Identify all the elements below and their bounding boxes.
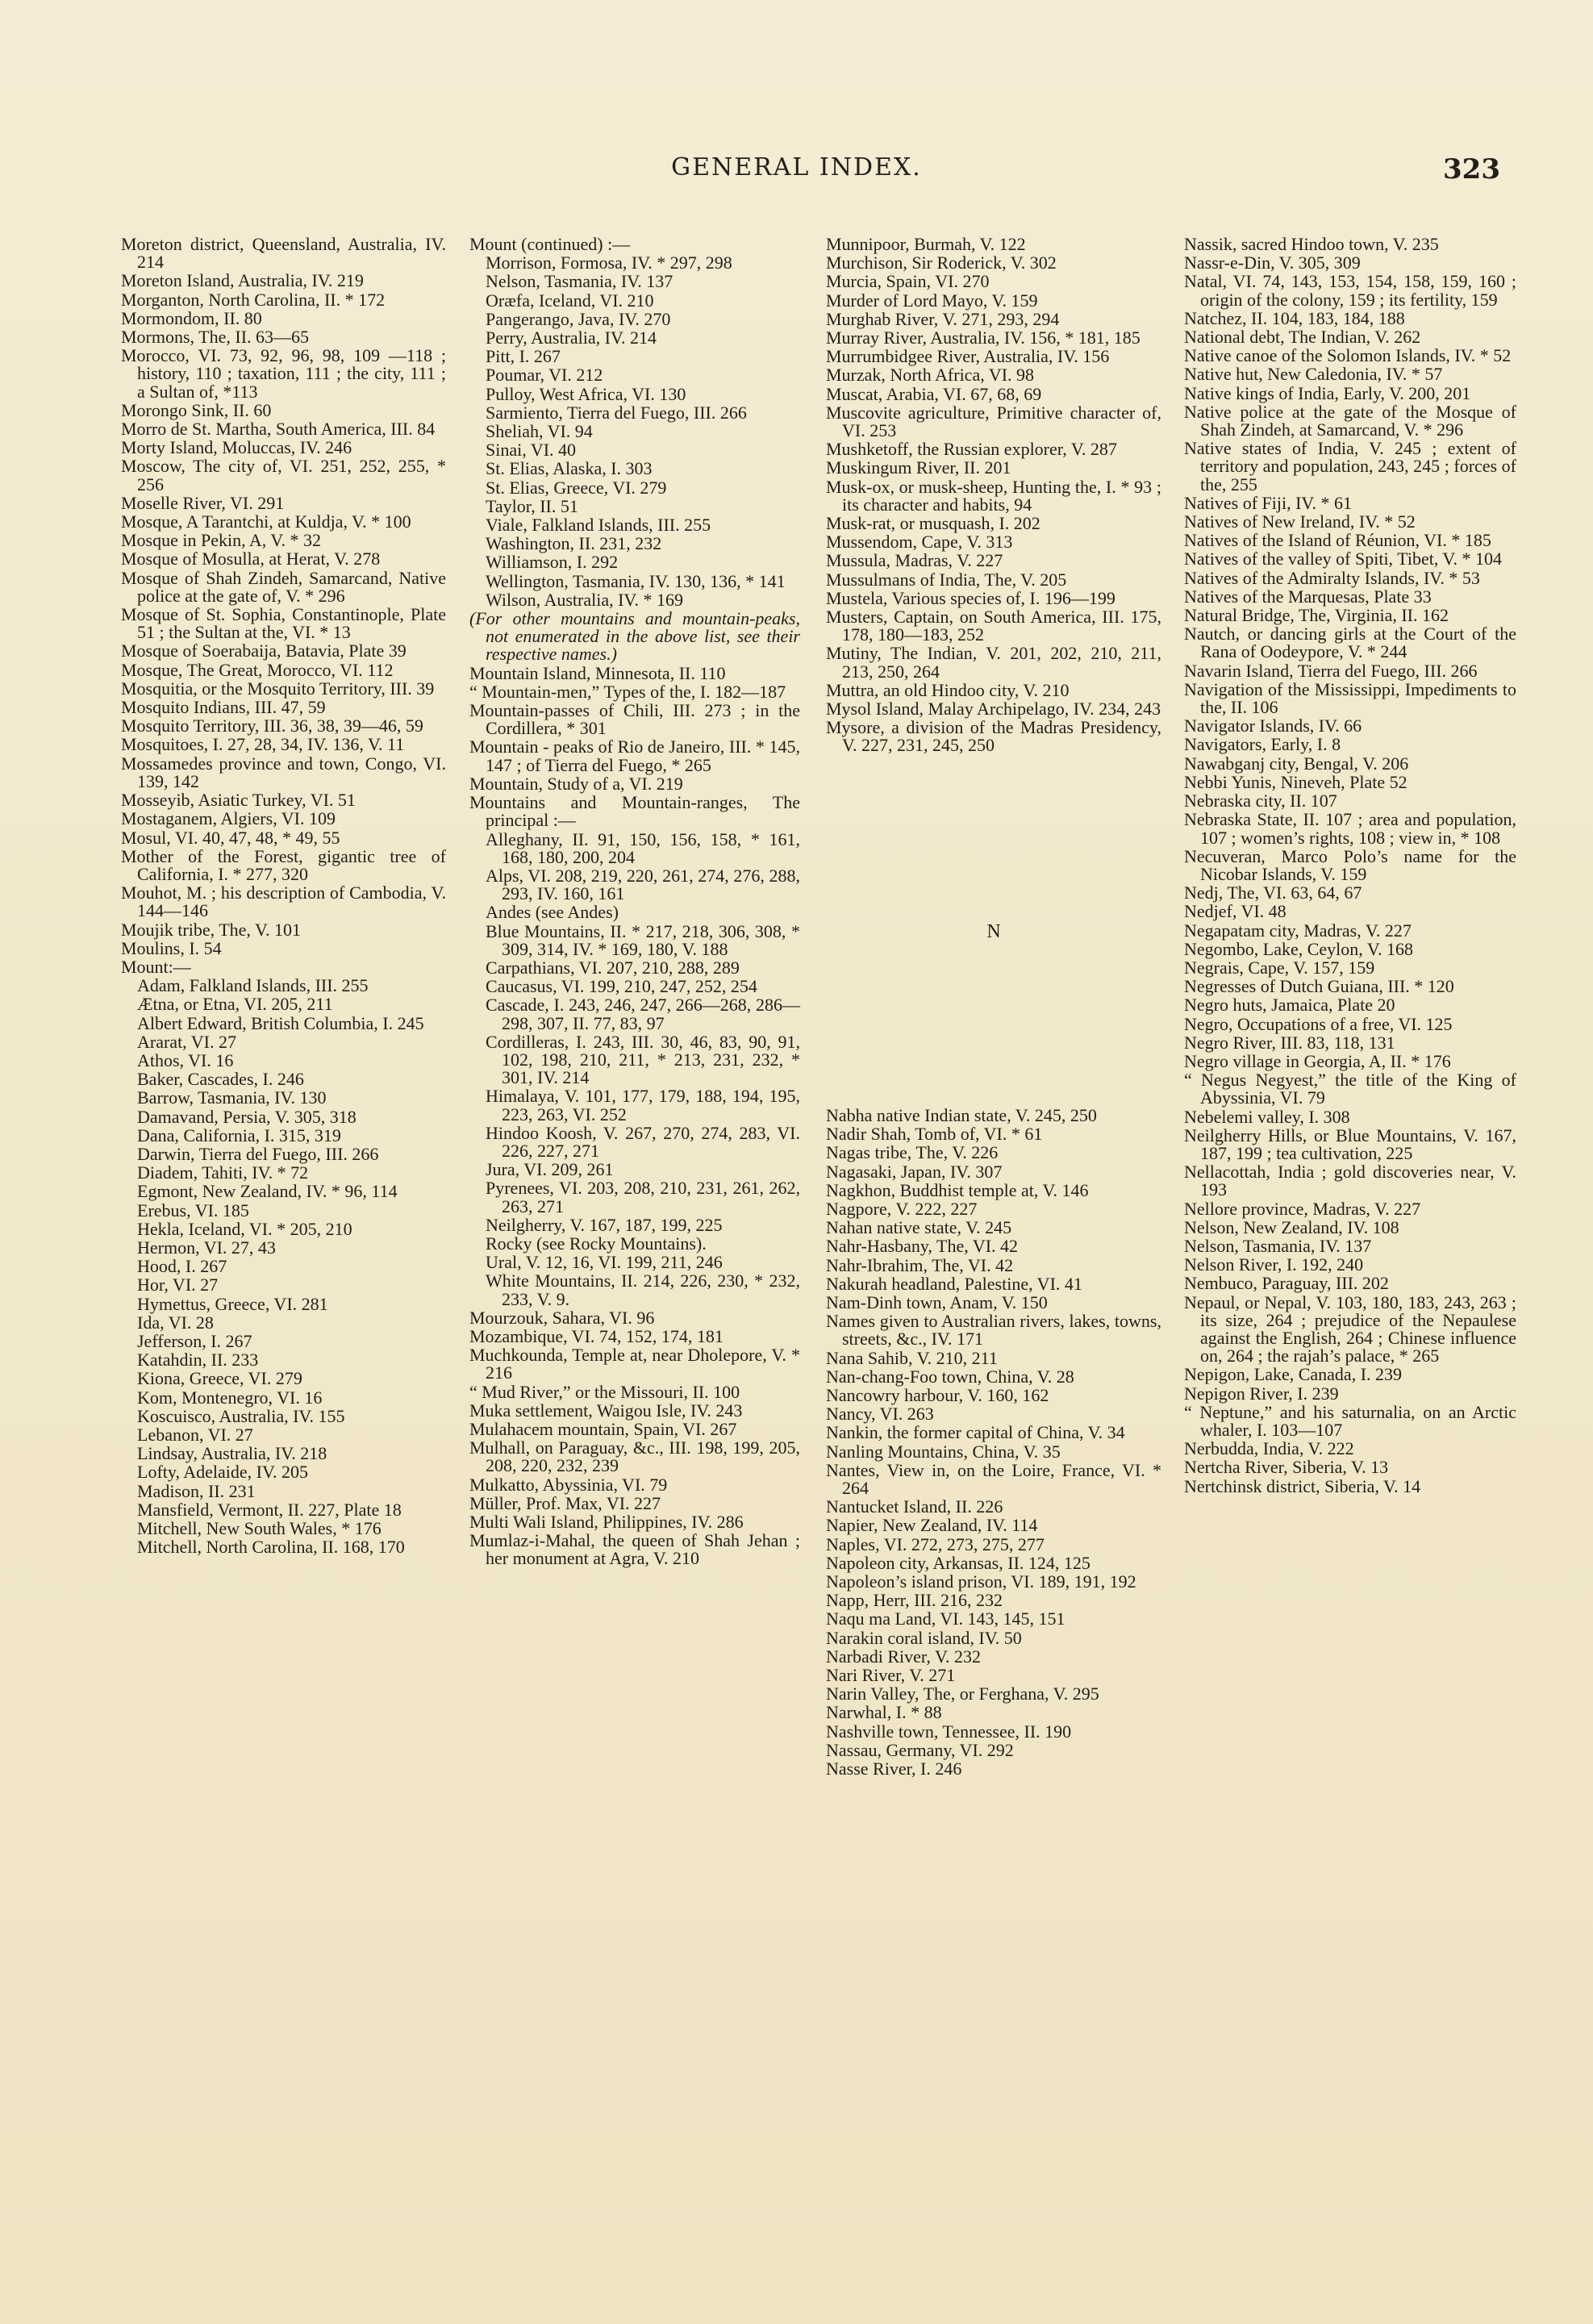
index-entry: Mother of the Forest, gigantic tree of California, I. * 277, 320 — [121, 845, 446, 884]
index-entry: “ Mud River,” or the Missouri, II. 100 — [469, 1381, 740, 1402]
index-entry: Murder of Lord Mayo, V. 159 — [826, 290, 1038, 311]
index-entry: Nedjef, VI. 48 — [1184, 901, 1286, 922]
index-subentry: Damavand, Persia, V. 305, 318 — [137, 1106, 357, 1127]
index-entry: Nassau, Germany, VI. 292 — [826, 1739, 1014, 1760]
index-entry: “ Mountain-men,” Types of the, I. 182—187 — [469, 681, 786, 702]
index-entry: Nahan native state, V. 245 — [826, 1217, 1012, 1238]
index-subentry: Sinai, VI. 40 — [486, 440, 577, 461]
index-subentry: Mitchell, North Carolina, II. 168, 170 — [137, 1537, 405, 1558]
index-subentry: Blue Mountains, II. * 217, 218, 306, 308, * 309, 314, IV. * 169, 180, V. 188 — [486, 920, 800, 959]
page-header-title: GENERAL INDEX. — [671, 153, 922, 181]
index-entry: Mumlaz-i-Mahal, the queen of Shah Jehan ; her monument at Agra, V. 210 — [469, 1530, 800, 1569]
index-entry: Mormons, The, II. 63—65 — [121, 327, 310, 348]
index-entry: Nellacottah, India ; gold discoveries near, V. 193 — [1184, 1162, 1516, 1200]
index-entry: Nasse River, I. 246 — [826, 1759, 962, 1779]
index-entry: Muttra, an old Hindoo city, V. 210 — [826, 679, 1070, 700]
index-entry: Nepigon River, I. 239 — [1184, 1383, 1339, 1404]
index-entry: Mussendom, Cape, V. 313 — [826, 532, 1013, 553]
index-entry: Mosquito Indians, III. 47, 59 — [121, 697, 326, 718]
index-entry: Moscow, The city of, VI. 251, 252, 255, * 256 — [121, 456, 446, 494]
index-subentry: Hymettus, Greece, VI. 281 — [137, 1293, 328, 1314]
index-entry: Murchison, Sir Roderick, V. 302 — [826, 252, 1057, 273]
index-entry: Nepaul, or Nepal, V. 103, 180, 183, 243, 263 ; its size, 264 ; prejudice of the Nepaulese against the English, 264 ; Chinese influence on, 264 ; the rajah’s palace, * 265 — [1184, 1291, 1516, 1366]
index-entry: Mutiny, The Indian, V. 201, 202, 210, 211, 213, 250, 264 — [826, 643, 1161, 682]
index-subentry: Taylor, II. 51 — [486, 495, 578, 516]
index-entry: Negro village in Georgia, A, II. * 176 — [1184, 1050, 1451, 1071]
index-subentry: Morrison, Formosa, IV. * 297, 298 — [486, 252, 732, 273]
index-entry: Navigation of the Mississippi, Impediments to the, II. 106 — [1184, 678, 1516, 718]
index-entry: Nellore province, Madras, V. 227 — [1184, 1198, 1421, 1219]
index-entry: Napoleon city, Arkansas, II. 124, 125 — [826, 1552, 1090, 1573]
index-entry: Muscat, Arabia, VI. 67, 68, 69 — [826, 383, 1042, 404]
index-subentry: Viale, Falkland Islands, III. 255 — [486, 515, 711, 536]
index-subentry: Hood, I. 267 — [137, 1256, 227, 1277]
index-subentry: Pulloy, West Africa, VI. 130 — [486, 383, 686, 404]
index-entry: Navigator Islands, IV. 66 — [1184, 716, 1362, 736]
index-entry: National debt, The Indian, V. 262 — [1184, 327, 1421, 348]
index-subentry: Kom, Montenegro, VI. 16 — [137, 1387, 323, 1408]
index-entry: Mustela, Various species of, I. 196—199 — [826, 587, 1116, 608]
index-entry: Natchez, II. 104, 183, 184, 188 — [1184, 307, 1405, 328]
index-entry: Nabha native Indian state, V. 245, 250 — [826, 1104, 1097, 1125]
index-subentry: Sheliah, VI. 94 — [486, 421, 593, 442]
index-entry: Mushketoff, the Russian explorer, V. 287 — [826, 439, 1117, 460]
index-entry: Mussula, Madras, V. 227 — [826, 550, 1003, 571]
index-entry: Nankin, the former capital of China, V. 34 — [826, 1422, 1125, 1443]
index-entry: Native kings of India, Early, V. 200, 201 — [1184, 382, 1471, 403]
index-entry: Nancy, VI. 263 — [826, 1404, 934, 1425]
index-entry: Murcia, Spain, VI. 270 — [826, 271, 990, 292]
index-entry: Nedj, The, VI. 63, 64, 67 — [1184, 882, 1362, 903]
index-entry: Negapatam city, Madras, V. 227 — [1184, 920, 1412, 941]
index-entry: Nantes, View in, on the Loire, France, VI. * 264 — [826, 1459, 1161, 1498]
index-entry: Neilgherry Hills, or Blue Mountains, V. 167, 187, 199 ; tea cultivation, 225 — [1184, 1124, 1516, 1163]
index-entry: Negro, Occupations of a free, VI. 125 — [1184, 1013, 1453, 1034]
index-entry: Morongo Sink, II. 60 — [121, 399, 272, 420]
index-entry: Murzak, North Africa, VI. 98 — [826, 365, 1035, 386]
index-entry: Mountains and Mountain-ranges, The principal :— — [469, 792, 800, 831]
index-entry: Nam-Dinh town, Anam, V. 150 — [826, 1291, 1048, 1312]
index-entry: Muscovite agriculture, Primitive character of, VI. 253 — [826, 402, 1161, 441]
index-entry: Mosquito Territory, III. 36, 38, 39—46, 59 — [121, 716, 423, 736]
index-entry: Nashville town, Tennessee, II. 190 — [826, 1721, 1072, 1742]
index-entry: Nantucket Island, II. 226 — [826, 1496, 1003, 1517]
index-entry: Musters, Captain, on South America, III. 175, 178, 180—183, 252 — [826, 607, 1161, 645]
index-subentry: Lebanon, VI. 27 — [137, 1425, 253, 1445]
index-subentry: Wellington, Tasmania, IV. 130, 136, * 141 — [486, 570, 786, 591]
index-entry: Muchkounda, Temple at, near Dholepore, V. * 216 — [469, 1345, 800, 1383]
index-entry: Nelson River, I. 192, 240 — [1184, 1254, 1364, 1275]
section-letter: N — [986, 920, 1001, 942]
index-entry: Morocco, VI. 73, 92, 96, 98, 109 —118 ; history, 110 ; taxation, 111 ; the city, 111 ; a Sultan of, *113 — [121, 345, 446, 402]
index-entry: Mysol Island, Malay Archipelago, IV. 234, 243 — [826, 699, 1161, 720]
index-entry: Navarin Island, Tierra del Fuego, III. 266 — [1184, 660, 1478, 681]
index-subentry: White Mountains, II. 214, 226, 230, * 232, 233, V. 9. — [486, 1270, 800, 1309]
index-entry: Narin Valley, The, or Ferghana, V. 295 — [826, 1684, 1099, 1704]
index-subentry: Hekla, Iceland, VI. * 205, 210 — [137, 1218, 352, 1239]
index-entry: Naples, VI. 272, 273, 275, 277 — [826, 1533, 1045, 1554]
index-entry: Mount:— — [121, 956, 191, 977]
index-entry: Mormondom, II. 80 — [121, 307, 262, 328]
index-entry: Napoleon’s island prison, VI. 189, 191, 192 — [826, 1571, 1136, 1592]
index-entry: Mountain Island, Minnesota, II. 110 — [469, 662, 726, 683]
index-entry: Negrais, Cape, V. 157, 159 — [1184, 957, 1375, 978]
index-entry: Moreton Island, Australia, IV. 219 — [121, 270, 364, 291]
index-entry: Native states of India, V. 245 ; extent of territory and population, 243, 245 ; forces of the, 255 — [1184, 438, 1516, 494]
index-entry: Natives of the Island of Réunion, VI. * 185 — [1184, 530, 1491, 551]
index-subentry: Hermon, VI. 27, 43 — [137, 1237, 276, 1258]
index-entry: Naqu ma Land, VI. 143, 145, 151 — [826, 1608, 1065, 1629]
index-subentry: Koscuisco, Australia, IV. 155 — [137, 1405, 345, 1426]
index-entry: Nakurah headland, Palestine, VI. 41 — [826, 1273, 1082, 1294]
index-entry: Mosque of St. Sophia, Constantinople, Plate 51 ; the Sultan at the, VI. * 13 — [121, 604, 446, 643]
index-subentry: Lindsay, Australia, IV. 218 — [137, 1443, 327, 1464]
index-subentry: Dana, California, I. 315, 319 — [137, 1124, 341, 1145]
index-subentry: Caucasus, VI. 199, 210, 247, 252, 254 — [486, 976, 757, 997]
index-entry: Mourzouk, Sahara, VI. 96 — [469, 1307, 655, 1328]
index-entry: Mosque, A Tarantchi, at Kuldja, V. * 100 — [121, 511, 411, 532]
index-column-2 — [469, 236, 800, 1569]
index-entry: Murghab River, V. 271, 293, 294 — [826, 308, 1060, 329]
index-entry: Nebbi Yunis, Nineveh, Plate 52 — [1184, 771, 1407, 792]
index-entry: Nembuco, Paraguay, III. 202 — [1184, 1273, 1389, 1294]
index-entry: Native canoe of the Solomon Islands, IV. * 52 — [1184, 345, 1512, 366]
index-subentry: Mitchell, New South Wales, * 176 — [137, 1518, 382, 1539]
index-entry: Nebraska city, II. 107 — [1184, 791, 1337, 812]
index-subentry: Mansfield, Vermont, II. 227, Plate 18 — [137, 1499, 402, 1520]
index-subentry: Ural, V. 12, 16, VI. 199, 211, 246 — [486, 1252, 723, 1273]
index-entry: Names given to Australian rivers, lakes, towns, streets, &c., IV. 171 — [826, 1311, 1161, 1350]
index-entry: Narwhal, I. * 88 — [826, 1702, 942, 1723]
index-entry: Mosque of Shah Zindeh, Samarcand, Native police at the gate of, V. * 296 — [121, 567, 446, 606]
index-column-3 — [826, 236, 1161, 1779]
index-subentry: Himalaya, V. 101, 177, 179, 188, 194, 195, 223, 263, VI. 252 — [486, 1086, 800, 1124]
index-entry: Narbadi River, V. 232 — [826, 1646, 982, 1667]
index-entry: Nelson, Tasmania, IV. 137 — [1184, 1235, 1372, 1256]
index-entry: Nahr-Hasbany, The, VI. 42 — [826, 1236, 1019, 1257]
index-subentry: Ætna, or Etna, VI. 205, 211 — [137, 994, 333, 1015]
index-entry: Mosque of Mosulla, at Herat, V. 278 — [121, 549, 381, 570]
index-entry: Nagas tribe, The, V. 226 — [826, 1142, 999, 1163]
index-subentry: Wilson, Australia, IV. * 169 — [486, 589, 683, 610]
index-entry: Nelson, New Zealand, IV. 108 — [1184, 1216, 1399, 1237]
index-entry: Mosque in Pekin, A, V. * 32 — [121, 530, 321, 551]
index-subentry: Kiona, Greece, VI. 279 — [137, 1368, 302, 1389]
index-entry: Nagkhon, Buddhist temple at, V. 146 — [826, 1179, 1089, 1200]
index-subentry: Carpathians, VI. 207, 210, 288, 289 — [486, 957, 740, 978]
index-entry: Nebraska State, II. 107 ; area and population, 107 ; women’s rights, 108 ; view in, * 108 — [1184, 809, 1516, 848]
index-subentry: Baker, Cascades, I. 246 — [137, 1069, 304, 1090]
index-entry: Negombo, Lake, Ceylon, V. 168 — [1184, 938, 1413, 959]
index-entry: Nertcha River, Siberia, V. 13 — [1184, 1457, 1389, 1478]
index-entry: Morty Island, Moluccas, IV. 246 — [121, 437, 352, 458]
index-entry: Nassr-e-Din, V. 305, 309 — [1184, 252, 1361, 273]
index-entry: Mosul, VI. 40, 47, 48, * 49, 55 — [121, 827, 340, 848]
index-entry: Moselle River, VI. 291 — [121, 492, 285, 513]
index-entry: Mountain-passes of Chili, III. 273 ; in the Cordillera, * 301 — [469, 700, 800, 739]
index-entry: Mozambique, VI. 74, 152, 174, 181 — [469, 1325, 724, 1346]
index-entry: Multi Wali Island, Philippines, IV. 286 — [469, 1512, 744, 1533]
index-subentry: Egmont, New Zealand, IV. * 96, 114 — [137, 1181, 398, 1202]
index-subentry: Nelson, Tasmania, IV. 137 — [486, 271, 673, 292]
index-subentry: Washington, II. 231, 232 — [486, 533, 662, 554]
index-entry: Musk-rat, or musquash, I. 202 — [826, 513, 1040, 534]
index-entry: Nahr-Ibrahim, The, VI. 42 — [826, 1254, 1014, 1275]
index-entry: Nagasaki, Japan, IV. 307 — [826, 1161, 1003, 1182]
index-entry: Mosseyib, Asiatic Turkey, VI. 51 — [121, 790, 356, 811]
index-note: (For other mountains and mountain-peaks, not enumerated in the above list, see their respective names.) — [469, 608, 800, 665]
index-subentry: Katahdin, II. 233 — [137, 1350, 259, 1371]
index-subentry: Madison, II. 231 — [137, 1480, 256, 1501]
index-subentry: Ida, VI. 28 — [137, 1312, 214, 1333]
index-subentry: Ararat, VI. 27 — [137, 1031, 236, 1052]
index-entry: Nebelemi valley, I. 308 — [1184, 1106, 1350, 1127]
index-entry: Negro huts, Jamaica, Plate 20 — [1184, 995, 1395, 1016]
index-entry: Mysore, a division of the Madras Presidency, V. 227, 231, 245, 250 — [826, 717, 1161, 756]
index-entry: Negresses of Dutch Guiana, III. * 120 — [1184, 976, 1454, 997]
index-entry: Natives of Fiji, IV. * 61 — [1184, 492, 1352, 513]
index-subentry: St. Elias, Greece, VI. 279 — [486, 477, 667, 498]
index-entry: Natives of New Ireland, IV. * 52 — [1184, 511, 1416, 532]
index-column-4 — [1184, 236, 1516, 1496]
index-entry: Murrumbidgee River, Australia, IV. 156 — [826, 346, 1110, 367]
index-entry: Nan-chang-Foo town, China, V. 28 — [826, 1366, 1074, 1387]
index-entry: Murray River, Australia, IV. 156, * 181, 185 — [826, 328, 1141, 348]
index-subentry: Andes (see Andes) — [486, 902, 619, 923]
index-subentry: Athos, VI. 16 — [137, 1049, 234, 1070]
index-entry: Mountain - peaks of Rio de Janeiro, III. * 145, 147 ; of Tierra del Fuego, * 265 — [469, 736, 800, 775]
index-entry: Native police at the gate of the Mosque of Shah Zindeh, at Samarcand, V. * 296 — [1184, 401, 1516, 440]
index-subentry: Cordilleras, I. 243, III. 30, 46, 83, 90, 91, 102, 198, 210, 211, * 213, 231, 232, * 301, IV. 214 — [486, 1031, 800, 1088]
index-entry: Nari River, V. 271 — [826, 1664, 956, 1685]
index-entry: “ Neptune,” and his saturnalia, on an Arctic whaler, I. 103—107 — [1184, 1401, 1516, 1440]
index-subentry: Alleghany, II. 91, 150, 156, 158, * 161, 168, 180, 200, 204 — [486, 828, 800, 867]
index-entry: Nertchinsk district, Siberia, V. 14 — [1184, 1475, 1421, 1496]
index-subentry: Cascade, I. 243, 246, 247, 266—268, 286—298, 307, II. 77, 83, 97 — [486, 995, 800, 1033]
index-entry: Mulkatto, Abyssinia, VI. 79 — [469, 1474, 668, 1495]
index-entry: “ Negus Negyest,” the title of the King of Abyssinia, VI. 79 — [1184, 1070, 1516, 1108]
index-subentry: Pyrenees, VI. 203, 208, 210, 231, 261, 262, 263, 271 — [486, 1178, 800, 1216]
index-entry: Napier, New Zealand, IV. 114 — [826, 1515, 1038, 1536]
index-subentry: Diadem, Tahiti, IV. * 72 — [137, 1162, 309, 1183]
index-entry: Narakin coral island, IV. 50 — [826, 1627, 1022, 1648]
index-subentry: Neilgherry, V. 167, 187, 199, 225 — [486, 1214, 723, 1235]
index-subentry: Adam, Falkland Islands, III. 255 — [137, 975, 369, 996]
index-subentry: St. Elias, Alaska, I. 303 — [486, 458, 653, 479]
index-entry: Morro de St. Martha, South America, III. 84 — [121, 419, 436, 440]
index-subentry: Perry, Australia, IV. 214 — [486, 328, 657, 348]
index-entry: Mosque, The Great, Morocco, VI. 112 — [121, 659, 394, 680]
index-subentry: Rocky (see Rocky Mountains). — [486, 1233, 707, 1254]
index-subentry: Pitt, I. 267 — [486, 346, 561, 367]
index-entry: Nana Sahib, V. 210, 211 — [826, 1347, 998, 1368]
index-subentry: Hindoo Koosh, V. 267, 270, 274, 283, VI. 226, 227, 271 — [486, 1122, 800, 1161]
index-subentry: Darwin, Tierra del Fuego, III. 266 — [137, 1143, 379, 1164]
index-entry: Mostaganem, Algiers, VI. 109 — [121, 808, 336, 829]
index-subentry: Poumar, VI. 212 — [486, 365, 603, 386]
index-subentry: Sarmiento, Tierra del Fuego, III. 266 — [486, 402, 747, 423]
index-subentry: Lofty, Adelaide, IV. 205 — [137, 1462, 309, 1483]
index-subentry: Oræfa, Iceland, VI. 210 — [486, 290, 654, 311]
index-entry: Mosquitia, or the Mosquito Territory, III. 39 — [121, 678, 435, 699]
index-entry: Moreton district, Queensland, Australia, IV. 214 — [121, 234, 446, 273]
index-entry: Nagpore, V. 222, 227 — [826, 1198, 978, 1219]
index-entry: Natives of the Admiralty Islands, IV. * 53 — [1184, 567, 1480, 588]
index-subentry: Albert Edward, British Columbia, I. 245 — [137, 1012, 424, 1033]
index-entry: Mount (continued) :— — [469, 234, 631, 254]
index-entry: Nepigon, Lake, Canada, I. 239 — [1184, 1364, 1403, 1385]
index-entry: Mountain, Study of a, VI. 219 — [469, 773, 683, 794]
index-entry: Müller, Prof. Max, VI. 227 — [469, 1492, 661, 1513]
index-entry: Morganton, North Carolina, II. * 172 — [121, 289, 386, 310]
index-subentry: Jefferson, I. 267 — [137, 1330, 252, 1351]
index-entry: Mosquitoes, I. 27, 28, 34, IV. 136, V. 11 — [121, 734, 405, 755]
index-entry: Moujik tribe, The, V. 101 — [121, 919, 302, 940]
page-number: 323 — [1443, 153, 1500, 186]
index-entry: Nassik, sacred Hindoo town, V. 235 — [1184, 234, 1439, 254]
index-entry: Nerbudda, India, V. 222 — [1184, 1438, 1354, 1459]
index-entry: Muskingum River, II. 201 — [826, 457, 1011, 478]
index-entry: Mulahacem mountain, Spain, VI. 267 — [469, 1419, 737, 1439]
index-entry: Nanling Mountains, China, V. 35 — [826, 1441, 1061, 1462]
index-subentry: Alps, VI. 208, 219, 220, 261, 274, 276, 288, 293, IV. 160, 161 — [486, 865, 800, 904]
index-entry: Nawabganj city, Bengal, V. 206 — [1184, 753, 1409, 774]
index-entry: Natives of the Marquesas, Plate 33 — [1184, 586, 1432, 607]
index-entry: Natal, VI. 74, 143, 153, 154, 158, 159, 160 ; origin of the colony, 159 ; its fertility, 159 — [1184, 271, 1516, 310]
index-entry: Mulhall, on Paraguay, &c., III. 198, 199, 205, 208, 220, 232, 239 — [469, 1437, 800, 1476]
index-entry: Nadir Shah, Tomb of, VI. * 61 — [826, 1124, 1043, 1145]
index-subentry: Jura, VI. 209, 261 — [486, 1159, 614, 1180]
index-entry: Musk-ox, or musk-sheep, Hunting the, I. * 93 ; its character and habits, 94 — [826, 476, 1161, 515]
index-entry: Moulins, I. 54 — [121, 937, 222, 958]
index-subentry: Erebus, VI. 185 — [137, 1200, 249, 1220]
index-entry: Mouhot, M. ; his description of Cambodia, V. 144—146 — [121, 882, 446, 921]
index-subentry: Barrow, Tasmania, IV. 130 — [137, 1087, 327, 1108]
index-entry: Negro River, III. 83, 118, 131 — [1184, 1032, 1395, 1053]
index-entry: Muka settlement, Waigou Isle, IV. 243 — [469, 1400, 743, 1421]
index-subentry: Hor, VI. 27 — [137, 1275, 219, 1296]
index-entry: Mosque of Soerabaija, Batavia, Plate 39 — [121, 640, 407, 661]
index-entry: Natural Bridge, The, Virginia, II. 162 — [1184, 605, 1449, 626]
index-entry: Native hut, New Caledonia, IV. * 57 — [1184, 364, 1443, 385]
index-column-1 — [121, 236, 446, 1557]
index-entry: Nautch, or dancing girls at the Court of the Rana of Oodeypore, V. * 244 — [1184, 624, 1516, 662]
index-entry: Navigators, Early, I. 8 — [1184, 734, 1341, 755]
index-entry: Mussulmans of India, The, V. 205 — [826, 569, 1067, 590]
index-entry: Munnipoor, Burmah, V. 122 — [826, 234, 1026, 254]
index-subentry: Williamson, I. 292 — [486, 552, 619, 573]
index-entry: Necuveran, Marco Polo’s name for the Nicobar Islands, V. 159 — [1184, 845, 1516, 884]
index-entry: Natives of the valley of Spiti, Tibet, V. * 104 — [1184, 549, 1502, 570]
index-entry: Mossamedes province and town, Congo, VI. 139, 142 — [121, 753, 446, 791]
index-entry: Napp, Herr, III. 216, 232 — [826, 1590, 1003, 1611]
index-entry: Nancowry harbour, V. 160, 162 — [826, 1384, 1049, 1405]
index-subentry: Pangerango, Java, IV. 270 — [486, 308, 671, 329]
